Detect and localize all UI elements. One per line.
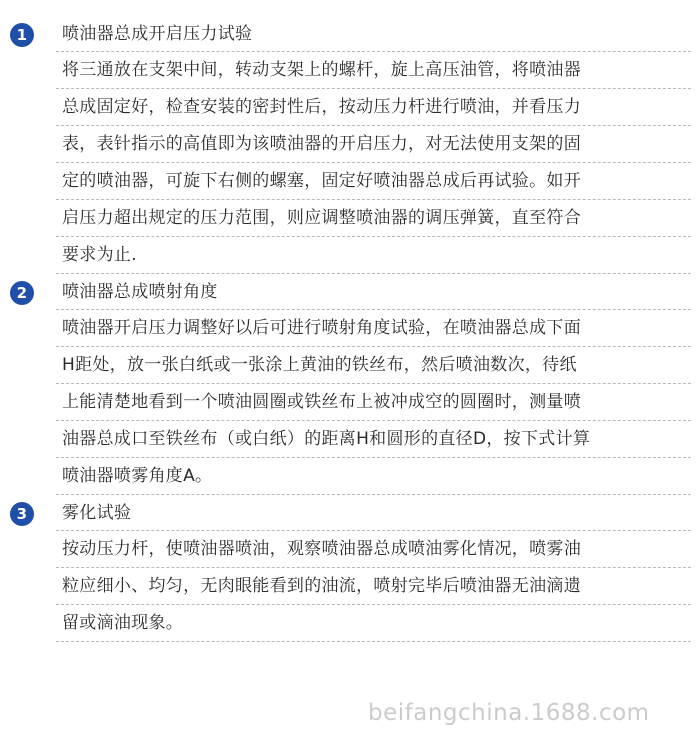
section-1 [0, 16, 699, 274]
paragraph-line: 定的喷油器，可旋下右侧的螺塞，固定好喷油器总成后再试验。如开 [0, 163, 699, 200]
paragraph-line: 上能清楚地看到一个喷油圆圈或铁丝布上被冲成空的圆圈时，测量喷 [0, 384, 699, 421]
section-title: 喷油器总成开启压力试验 [62, 24, 253, 44]
section-title: 雾化试验 [62, 503, 132, 523]
paragraph-line: H距处，放一张白纸或一张涂上黄油的铁丝布，然后喷油数次，待纸 [0, 347, 699, 384]
paragraph-line: 表，表针指示的高值即为该喷油器的开启压力，对无法使用支架的固 [0, 126, 699, 163]
section-number-badge: 3 [10, 502, 34, 526]
paragraph-line: 按动压力杆，使喷油器喷油，观察喷油器总成喷油雾化情况，喷雾油 [0, 531, 699, 568]
paragraph-line: 要求为止. [0, 237, 699, 274]
paragraph-line: 油器总成口至铁丝布（或白纸）的距离H和圆形的直径D，按下式计算 [0, 421, 699, 458]
paragraph-line: 总成固定好，检查安装的密封性后，按动压力杆进行喷油，并看压力 [0, 89, 699, 126]
watermark-text: beifangchina.1688.com [368, 700, 650, 726]
paragraph-line: 喷油器喷雾角度A。 [0, 458, 699, 495]
section-2 [0, 274, 699, 495]
paragraph-line: 留或滴油现象。 [0, 605, 699, 642]
section-header [0, 274, 699, 310]
section-header [0, 16, 699, 52]
section-number-badge: 1 [10, 23, 34, 47]
paragraph-line: 启压力超出规定的压力范围，则应调整喷油器的调压弹簧，直至符合 [0, 200, 699, 237]
paragraph-line: 喷油器开启压力调整好以后可进行喷射角度试验，在喷油器总成下面 [0, 310, 699, 347]
section-title: 喷油器总成喷射角度 [62, 282, 218, 302]
section-number-badge: 2 [10, 281, 34, 305]
section-header [0, 495, 699, 531]
paragraph-line: 将三通放在支架中间，转动支架上的螺杆，旋上高压油管，将喷油器 [0, 52, 699, 89]
section-3 [0, 495, 699, 642]
paragraph-line: 粒应细小、均匀，无肉眼能看到的油流，喷射完毕后喷油器无油滴遗 [0, 568, 699, 605]
